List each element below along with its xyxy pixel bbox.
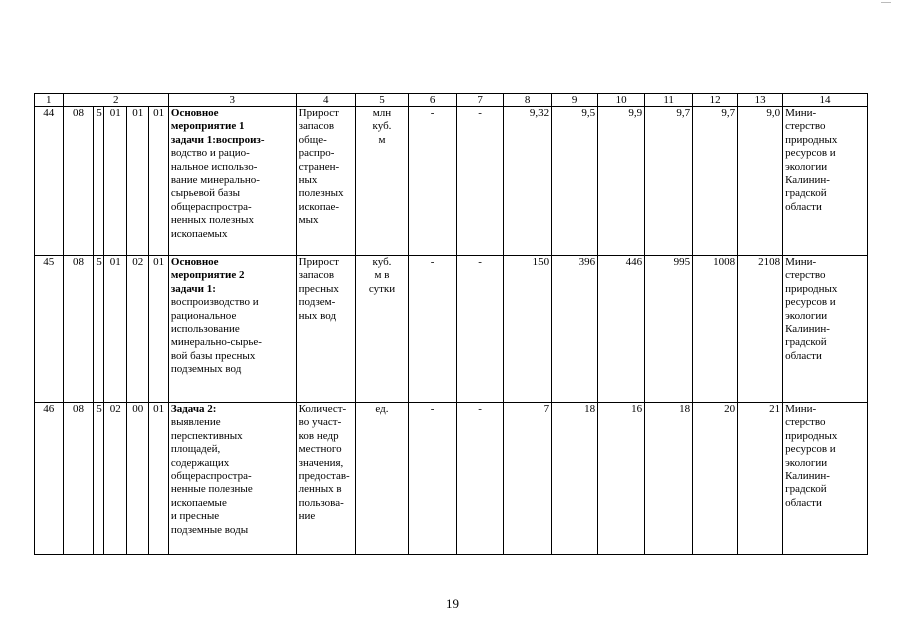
cell-line: Основное bbox=[170, 256, 219, 268]
cell-line: природных bbox=[785, 282, 838, 295]
cell-line: ископаемых bbox=[170, 227, 228, 240]
year-value: 446 bbox=[598, 256, 645, 403]
cell-line: ных вод bbox=[298, 309, 337, 322]
cell-line: задачи 1:воспроиз- bbox=[170, 133, 265, 146]
cell-line: воспроизводство и bbox=[170, 296, 259, 309]
cell-line: рациональное bbox=[170, 309, 237, 322]
code-cell: 01 bbox=[126, 107, 148, 256]
code-cell: 5 bbox=[94, 256, 104, 403]
cell-line: Прирост bbox=[298, 256, 339, 268]
responsible-executor bbox=[783, 107, 868, 256]
header-cell: 6 bbox=[409, 94, 457, 107]
header-cell: 1 bbox=[35, 94, 64, 107]
cell-line: области bbox=[785, 200, 822, 213]
cell-line: ресурсов и bbox=[785, 296, 836, 309]
code-cell: 02 bbox=[126, 256, 148, 403]
cell-line: ед. bbox=[375, 403, 389, 415]
cell-line: Калинин- bbox=[785, 174, 830, 187]
cell-line: распро- bbox=[298, 147, 335, 160]
cell-line: градской bbox=[785, 483, 827, 496]
cell-line: мых bbox=[298, 214, 319, 227]
cell-line: вание минерально- bbox=[170, 174, 260, 187]
cell-line: куб. bbox=[372, 120, 392, 133]
cell-line: нальное использо- bbox=[170, 160, 258, 173]
cell-line: экологии bbox=[785, 160, 828, 173]
cell-line: подземные воды bbox=[170, 523, 249, 536]
cell-line: ленных в bbox=[298, 483, 342, 496]
code-cell: 5 bbox=[94, 107, 104, 256]
code-cell: 08 bbox=[63, 256, 94, 403]
header-cell: 8 bbox=[504, 94, 552, 107]
header-cell: 14 bbox=[783, 94, 868, 107]
cell-line: Калинин- bbox=[785, 470, 830, 483]
cell-line: м bbox=[378, 133, 386, 146]
cell-line: области bbox=[785, 496, 822, 509]
cell-line: градской bbox=[785, 336, 827, 349]
cell-line: экологии bbox=[785, 456, 828, 469]
code-cell: 08 bbox=[63, 403, 94, 555]
header-cell: 2 bbox=[63, 94, 168, 107]
code-cell: 01 bbox=[149, 403, 168, 555]
cell-line: Мини- bbox=[785, 256, 817, 268]
unit-cell bbox=[355, 403, 408, 555]
cell-line: стерство bbox=[785, 416, 826, 429]
header-row bbox=[35, 94, 868, 107]
cell-line: экологии bbox=[785, 309, 828, 322]
year-value: 16 bbox=[598, 403, 645, 555]
cell-line: Основное bbox=[170, 107, 219, 119]
cell-line: ресурсов и bbox=[785, 443, 836, 456]
cell-line: и пресные bbox=[170, 510, 220, 523]
year-value: 995 bbox=[645, 256, 693, 403]
cell-line: Количест- bbox=[298, 403, 347, 415]
year-value: 150 bbox=[504, 256, 552, 403]
year-value: 9,0 bbox=[738, 107, 783, 256]
cell-line: запасов bbox=[298, 269, 335, 282]
row-number: 44 bbox=[35, 107, 64, 256]
col6-value: - bbox=[409, 107, 457, 256]
code-cell: 01 bbox=[104, 256, 126, 403]
cell-line: млн bbox=[372, 107, 392, 119]
cell-line: мероприятие 2 bbox=[170, 269, 245, 282]
measure-title bbox=[168, 107, 296, 256]
cell-line: ков недр bbox=[298, 429, 339, 442]
cell-line: площадей, bbox=[170, 443, 221, 456]
cell-line: подземных вод bbox=[170, 363, 242, 376]
code-cell: 02 bbox=[104, 403, 126, 555]
cell-line: ненные полезные bbox=[170, 483, 253, 496]
cell-line: природных bbox=[785, 133, 838, 146]
year-value: 9,5 bbox=[552, 107, 598, 256]
cell-line: перспективных bbox=[170, 429, 243, 442]
cell-line: общераспростра- bbox=[170, 200, 252, 213]
cell-line: ископае- bbox=[298, 200, 340, 213]
cell-line: содержащих bbox=[170, 456, 230, 469]
header-cell: 9 bbox=[552, 94, 598, 107]
cell-line: Прирост bbox=[298, 107, 339, 119]
code-cell: 01 bbox=[149, 256, 168, 403]
unit-cell bbox=[355, 107, 408, 256]
cell-line: ресурсов и bbox=[785, 147, 836, 160]
cell-line: Мини- bbox=[785, 107, 817, 119]
table-row bbox=[35, 107, 868, 256]
year-value: 396 bbox=[552, 256, 598, 403]
header-cell: 4 bbox=[296, 94, 355, 107]
cell-line: градской bbox=[785, 187, 827, 200]
cell-line: минерально-сырье- bbox=[170, 336, 262, 349]
cell-line: обще- bbox=[298, 133, 327, 146]
cell-line: подзем- bbox=[298, 296, 336, 309]
code-cell: 01 bbox=[149, 107, 168, 256]
indicators-table bbox=[34, 93, 868, 555]
year-value: 7 bbox=[504, 403, 552, 555]
cell-line: стерство bbox=[785, 269, 826, 282]
year-value: 9,7 bbox=[693, 107, 738, 256]
year-value: 18 bbox=[645, 403, 693, 555]
cell-line: выявление bbox=[170, 416, 221, 429]
measure-title bbox=[168, 256, 296, 403]
code-cell: 5 bbox=[94, 403, 104, 555]
cell-line: пользова- bbox=[298, 496, 344, 509]
code-cell: 01 bbox=[104, 107, 126, 256]
responsible-executor bbox=[783, 256, 868, 403]
year-value: 9,7 bbox=[645, 107, 693, 256]
code-cell: 08 bbox=[63, 107, 94, 256]
cell-line: природных bbox=[785, 429, 838, 442]
col7-value: - bbox=[457, 107, 504, 256]
cell-line: куб. bbox=[372, 256, 392, 268]
year-value: 21 bbox=[738, 403, 783, 555]
measure-title bbox=[168, 403, 296, 555]
cell-line: ных bbox=[298, 174, 318, 187]
cell-line: м в bbox=[374, 269, 390, 282]
cell-line: ненных полезных bbox=[170, 214, 254, 227]
page-number: 19 bbox=[446, 596, 459, 611]
table-row bbox=[35, 256, 868, 403]
indicator-name bbox=[296, 107, 355, 256]
cell-line: Мини- bbox=[785, 403, 817, 415]
year-value: 1008 bbox=[693, 256, 738, 403]
cell-line: использование bbox=[170, 323, 240, 336]
table-row bbox=[35, 403, 868, 555]
cell-line: местного bbox=[298, 443, 342, 456]
row-number: 46 bbox=[35, 403, 64, 555]
cell-line: запасов bbox=[298, 120, 335, 133]
row-number: 45 bbox=[35, 256, 64, 403]
cell-line: общераспростра- bbox=[170, 470, 252, 483]
cell-line: мероприятие 1 bbox=[170, 120, 245, 133]
cell-line: полезных bbox=[298, 187, 344, 200]
header-cell: 3 bbox=[168, 94, 296, 107]
header-cell: 11 bbox=[645, 94, 693, 107]
indicator-name bbox=[296, 256, 355, 403]
year-value: 9,9 bbox=[598, 107, 645, 256]
col6-value: - bbox=[409, 403, 457, 555]
year-value: 20 bbox=[693, 403, 738, 555]
responsible-executor bbox=[783, 403, 868, 555]
cell-line: сутки bbox=[368, 282, 396, 295]
indicator-name bbox=[296, 403, 355, 555]
header-cell: 12 bbox=[693, 94, 738, 107]
year-value: 18 bbox=[552, 403, 598, 555]
year-value: 2108 bbox=[738, 256, 783, 403]
unit-cell bbox=[355, 256, 408, 403]
header-cell: 7 bbox=[457, 94, 504, 107]
cell-line: значения, bbox=[298, 456, 344, 469]
year-value: 9,32 bbox=[504, 107, 552, 256]
cell-line: сырьевой базы bbox=[170, 187, 241, 200]
cell-line: Калинин- bbox=[785, 323, 830, 336]
cell-line: странен- bbox=[298, 160, 340, 173]
col7-value: - bbox=[457, 256, 504, 403]
cell-line: области bbox=[785, 349, 822, 362]
cell-line: пресных bbox=[298, 282, 339, 295]
cell-line: вой базы пресных bbox=[170, 349, 256, 362]
col7-value: - bbox=[457, 403, 504, 555]
cell-line: предостав- bbox=[298, 470, 350, 483]
cell-line: Задача 2: bbox=[170, 403, 217, 415]
header-cell: 10 bbox=[598, 94, 645, 107]
cell-line: стерство bbox=[785, 120, 826, 133]
cell-line: водство и рацио- bbox=[170, 147, 250, 160]
cell-line: ние bbox=[298, 510, 316, 523]
code-cell: 00 bbox=[126, 403, 148, 555]
col6-value: - bbox=[409, 256, 457, 403]
cell-line: задачи 1: bbox=[170, 282, 216, 295]
header-cell: 5 bbox=[355, 94, 408, 107]
cell-line: ископаемые bbox=[170, 496, 227, 509]
cell-line: во участ- bbox=[298, 416, 342, 429]
header-cell: 13 bbox=[738, 94, 783, 107]
scan-mark bbox=[881, 2, 891, 3]
